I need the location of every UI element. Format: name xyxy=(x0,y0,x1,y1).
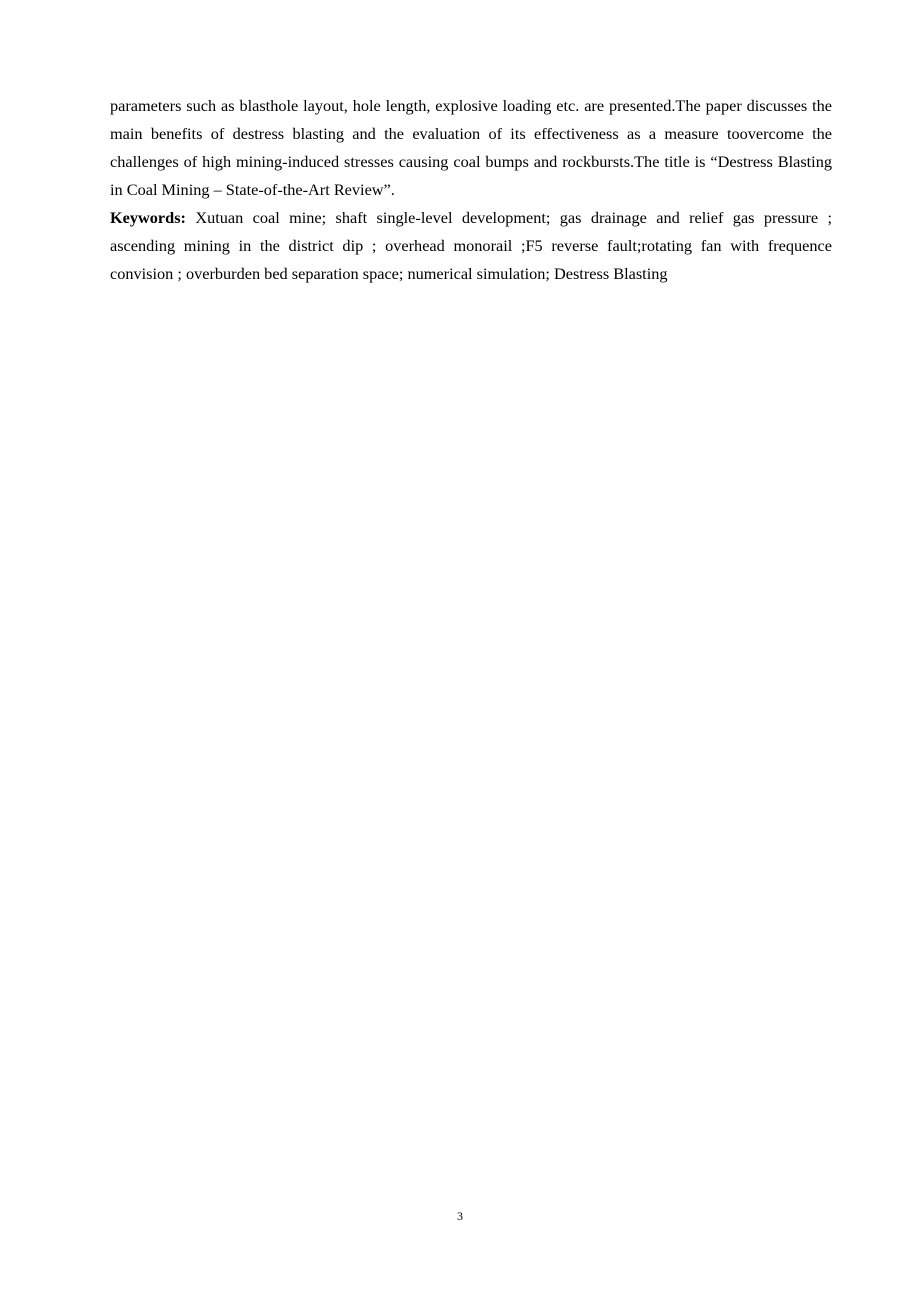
page-number: 3 xyxy=(457,1209,463,1223)
keywords-text: Xutuan coal mine; shaft single-level development; gas drainage and relief gas pressure ; ascending mining in the district dip ; overhead monorail ;F5 reverse fault;rotating fan with frequence convision ; overburden bed separation space; numerical simulation; Destress Blasting xyxy=(110,208,832,283)
keywords-label: Keywords: xyxy=(110,208,186,227)
keywords-paragraph xyxy=(110,204,832,288)
abstract-section xyxy=(110,92,832,288)
abstract-paragraph: parameters such as blasthole layout, hole length, explosive loading etc. are presented.The paper discusses the main benefits of destress blasting and the evaluation of its effectiveness as a measure toovercome the challenges of high mining-induced stresses causing coal bumps and rockbursts.The title is “Destress Blasting in Coal Mining – State-of-the-Art Review”. xyxy=(110,96,832,199)
